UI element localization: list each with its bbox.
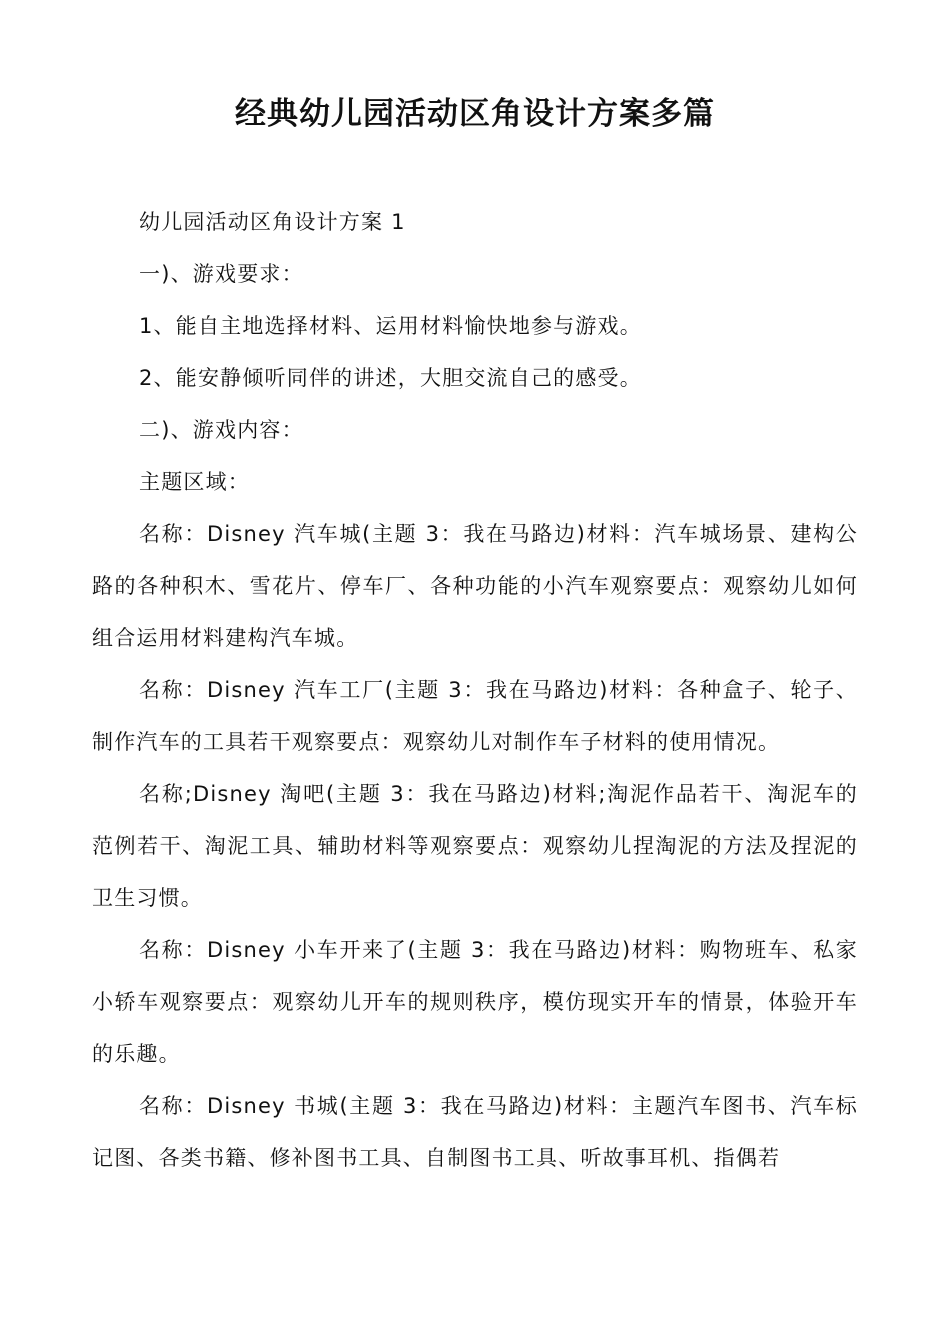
section-heading: 幼儿园活动区角设计方案 1 [139, 210, 406, 234]
area-description-car-city: 名称：Disney 汽车城(主题 3：我在马路边)材料：汽车城场景、建构公路的各种积木、雪花片、停车厂、各种功能的小汽车观察要点：观察幼儿如何组合运用材料建构汽车城。 [92, 522, 858, 650]
area-description-book-city: 名称：Disney 书城(主题 3：我在马路边)材料：主题汽车图书、汽车标记图、各类书籍、修补图书工具、自制图书工具、听故事耳机、指偶若 [92, 1094, 858, 1170]
subheading-game-content: 二)、游戏内容： [139, 418, 304, 442]
area-description-clay-bar: 名称;Disney 淘吧(主题 3：我在马路边)材料;淘泥作品若干、淘泥车的范例若干、淘泥工具、辅助材料等观察要点：观察幼儿捏淘泥的方法及捏泥的卫生习惯。 [92, 782, 858, 910]
subheading-game-requirements: 一)、游戏要求： [139, 262, 304, 286]
requirement-item-1: 1、能自主地选择材料、运用材料愉快地参与游戏。 [139, 314, 642, 338]
document-title: 经典幼儿园活动区角设计方案多篇 [235, 96, 715, 132]
area-description-car-factory: 名称：Disney 汽车工厂(主题 3：我在马路边)材料：各种盒子、轮子、制作汽车的工具若干观察要点：观察幼儿对制作车子材料的使用情况。 [92, 678, 858, 754]
document-body [92, 196, 858, 1184]
theme-area-label: 主题区域： [139, 470, 250, 494]
area-description-cars-coming: 名称：Disney 小车开来了(主题 3：我在马路边)材料：购物班车、私家小轿车观察要点：观察幼儿开车的规则秩序，模仿现实开车的情景，体验开车的乐趣。 [92, 938, 858, 1066]
requirement-item-2: 2、能安静倾听同伴的讲述，大胆交流自己的感受。 [139, 366, 642, 390]
